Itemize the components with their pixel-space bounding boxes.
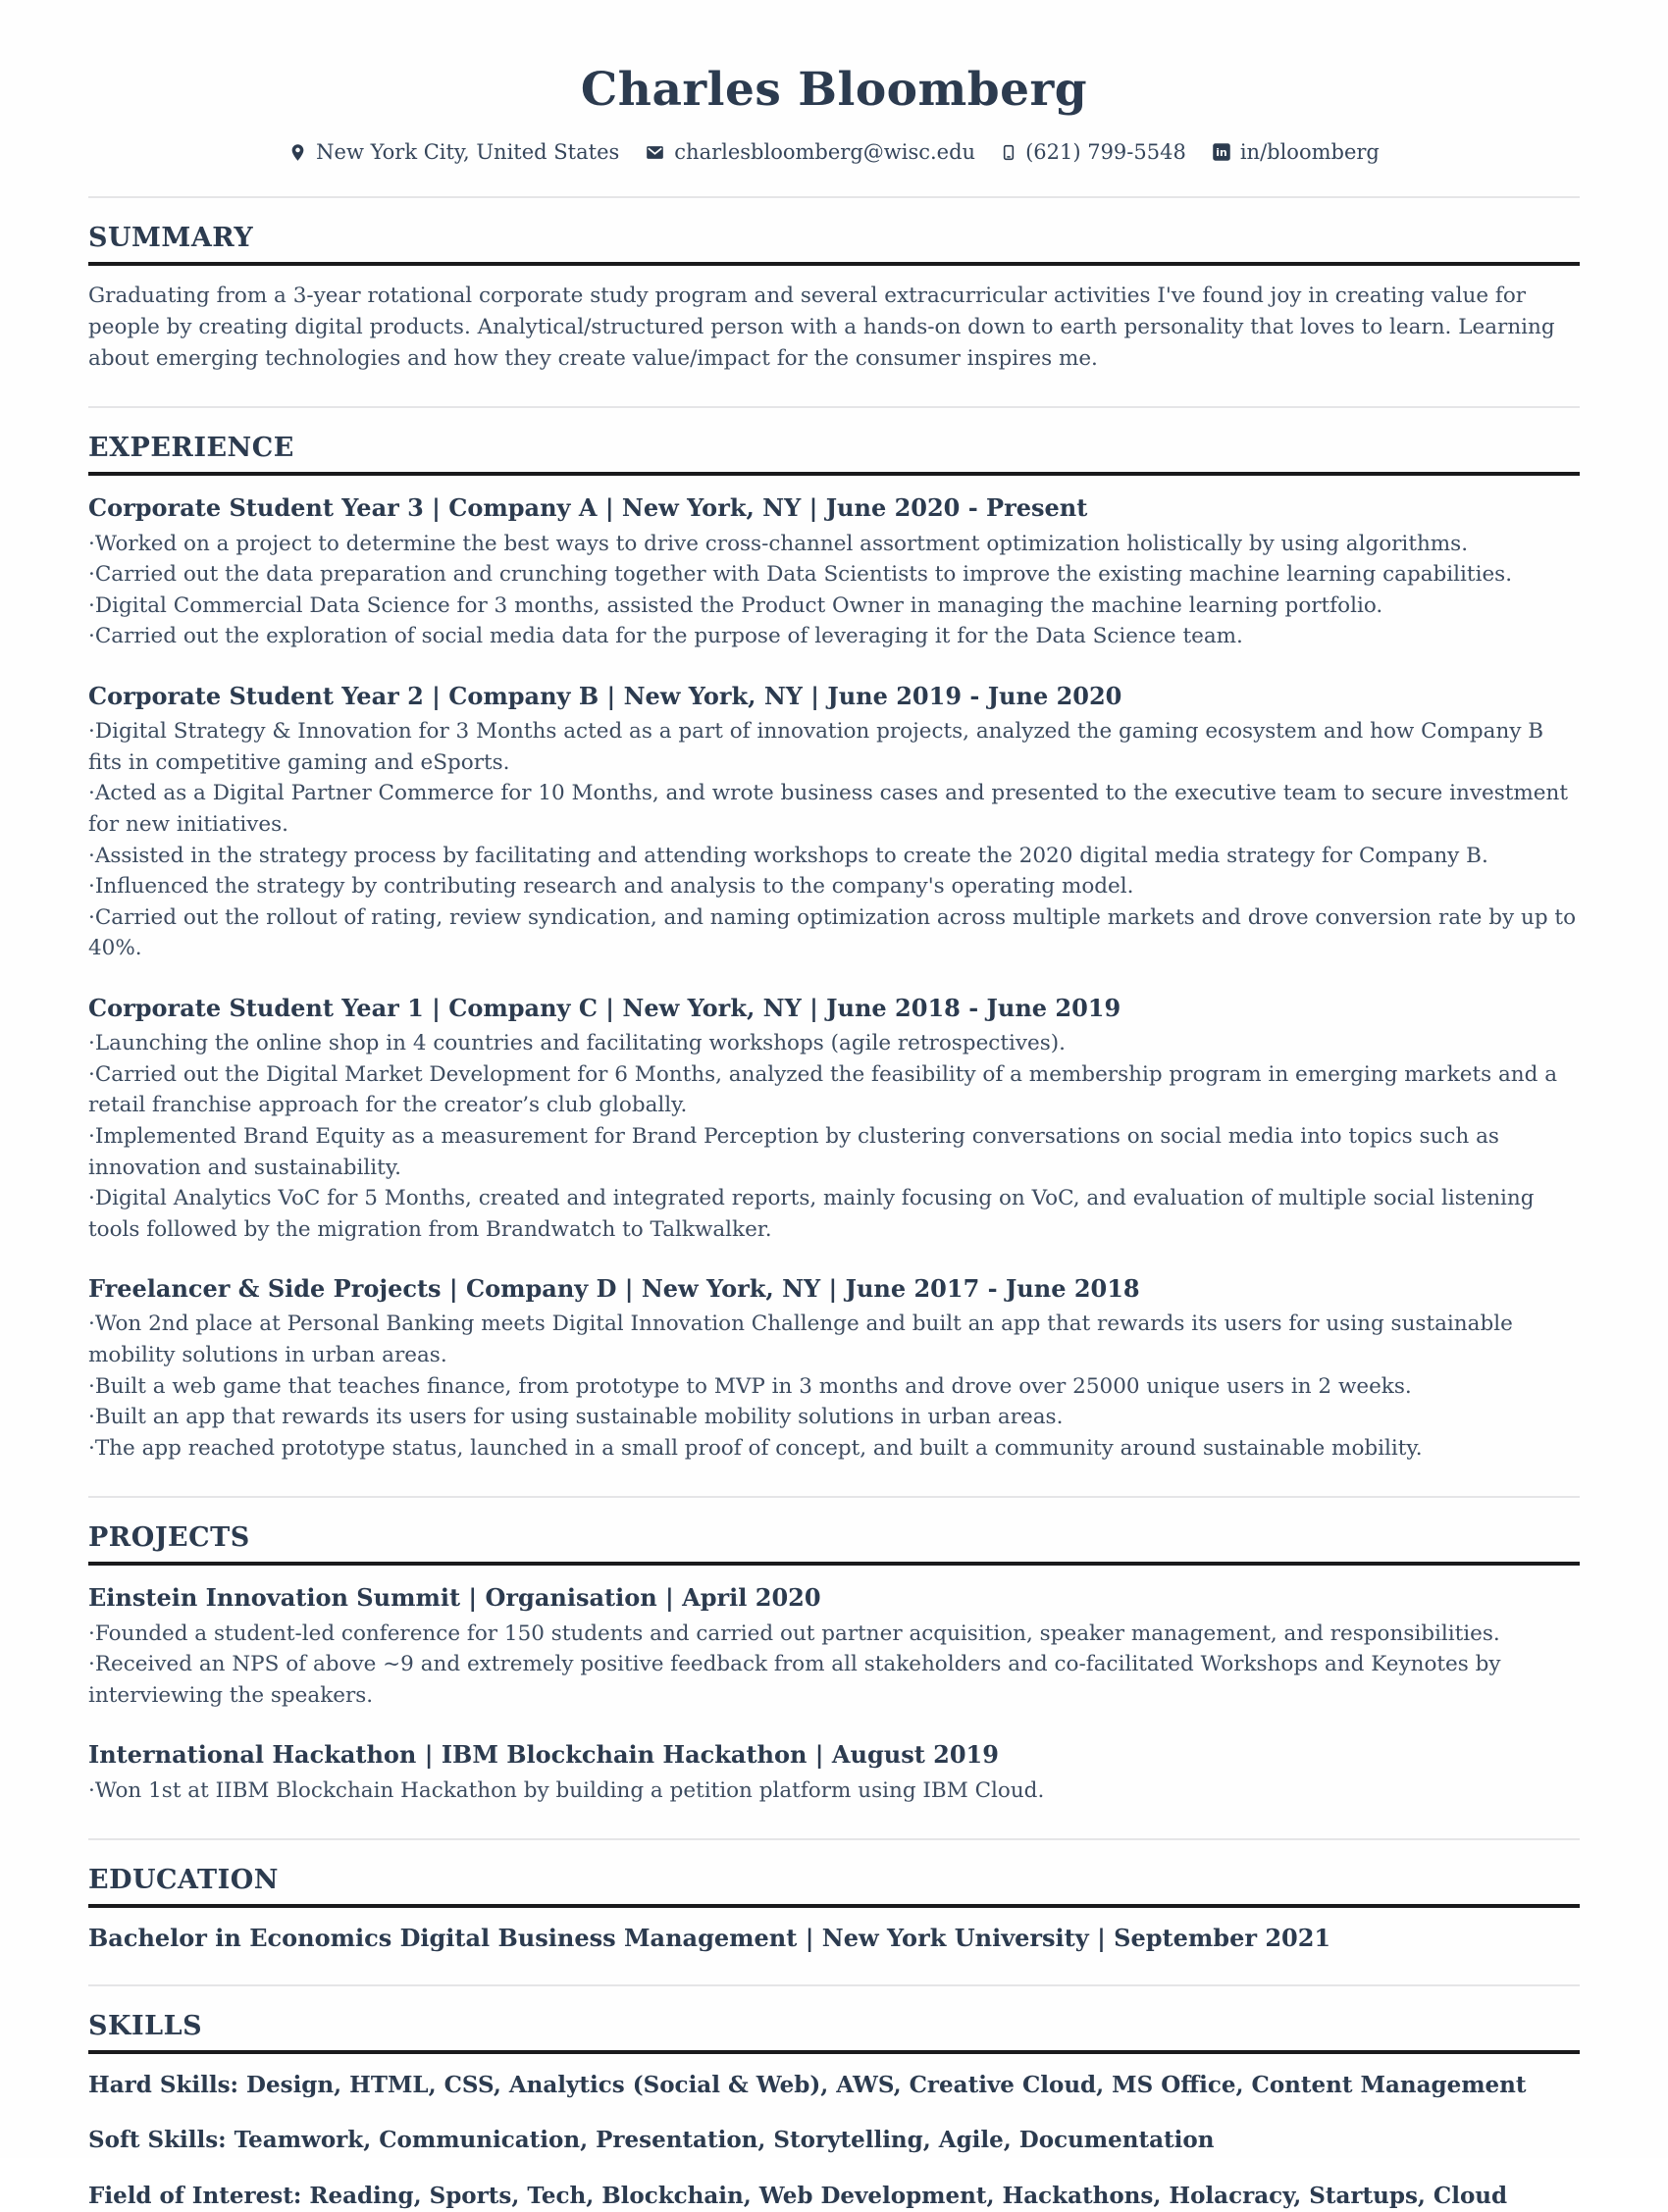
project-entry: [88, 1582, 1580, 1711]
education-entry: Bachelor in Economics Digital Business Management | New York University | September 2021: [88, 1924, 1331, 1953]
bullet-item: · Carried out the exploration of social media data for the purpose of leveraging it for the Data Science team.: [88, 621, 1580, 652]
bullet-item: · Carried out the data preparation and crunching together with Data Scientists to improve the existing machine learning capabilities.: [88, 559, 1580, 591]
bullet-item: · Assisted in the strategy process by facilitating and attending workshops to create the 2020 digital media strategy for Company B.: [88, 841, 1580, 872]
project-heading: International Hackathon | IBM Blockchain Hackathon | August 2019: [88, 1740, 999, 1770]
bullet-item: · Implemented Brand Equity as a measurement for Brand Perception by clustering conversations on social media into topics such as innovation and sustainability.: [88, 1121, 1580, 1183]
education-title: EDUCATION: [88, 1865, 1580, 1908]
section-experience: [88, 433, 1580, 1464]
job-heading: Corporate Student Year 3 | Company A | New York, NY | June 2020 - Present: [88, 493, 1088, 523]
bullet-item: · Won 1st at IIBM Blockchain Hackathon by building a petition platform using IBM Cloud.: [88, 1775, 1580, 1807]
section-education: [88, 1865, 1580, 1952]
section-separator: [88, 1496, 1580, 1498]
experience-title: EXPERIENCE: [88, 433, 1580, 476]
section-summary: [88, 223, 1580, 374]
bullet-item: · Carried out the Digital Market Development for 6 Months, analyzed the feasibility of a membership program in emerging markets and a retail franchise approach for the creator’s club globally.: [88, 1059, 1580, 1121]
project-entry: [88, 1739, 1580, 1806]
bullet-item: · Influenced the strategy by contributing research and analysis to the company's operating model.: [88, 871, 1580, 902]
bullet-item: · The app reached prototype status, launched in a small proof of concept, and built a community around sustainable mobility.: [88, 1433, 1580, 1465]
job-heading: Corporate Student Year 1 | Company C | New York, NY | June 2018 - June 2019: [88, 993, 1121, 1022]
bullet-item: · Launching the online shop in 4 countries and facilitating workshops (agile retrospectives).: [88, 1028, 1580, 1059]
projects-title: PROJECTS: [88, 1522, 1580, 1566]
bullet-item: · Founded a student-led conference for 150 students and carried out partner acquisition, speaker management, and responsibilities.: [88, 1619, 1580, 1650]
contact-location: [288, 140, 619, 164]
job-bullets: [88, 1028, 1580, 1245]
contact-phone-text: (621) 799-5548: [1025, 140, 1186, 164]
section-separator: [88, 406, 1580, 408]
contact-row: [88, 140, 1580, 164]
job-entry: [88, 1273, 1580, 1464]
resume-header: [88, 63, 1580, 164]
contact-linkedin-text: in/bloomberg: [1239, 140, 1380, 164]
bullet-item: · Worked on a project to determine the best ways to drive cross-channel assortment optimization holistically by using algorithms.: [88, 529, 1580, 560]
phone-icon: [1001, 141, 1016, 164]
bullet-item: · Won 2nd place at Personal Banking meets Digital Innovation Challenge and built an app that rewards its users for using sustainable mobility solutions in urban areas.: [88, 1309, 1580, 1370]
bullet-item: · Digital Commercial Data Science for 3 months, assisted the Product Owner in managing the machine learning portfolio.: [88, 591, 1580, 622]
linkedin-icon: [1212, 142, 1231, 162]
summary-title: SUMMARY: [88, 223, 1580, 266]
job-entry: [88, 681, 1580, 964]
project-bullets: [88, 1619, 1580, 1712]
location-pin-icon: [288, 141, 307, 164]
section-projects: [88, 1522, 1580, 1806]
bullet-item: · Digital Analytics VoC for 5 Months, created and integrated reports, mainly focusing on VoC, and evaluation of multiple social listening tools followed by the migration from Brandwatch to Talkwalker.: [88, 1183, 1580, 1245]
summary-text: Graduating from a 3-year rotational corporate study program and several extracurricular activities I've found joy in creating value for people by creating digital products. Analytical/structured person with a hands-on down to earth personality that loves to learn. Learning about emerging technologies and how they create value/impact for the consumer inspires me.: [88, 283, 1555, 371]
bullet-item: · Received an NPS of above ~9 and extremely positive feedback from all stakeholders and co-facilitated Workshops and Keynotes by interviewing the speakers.: [88, 1649, 1580, 1711]
project-bullets: [88, 1775, 1580, 1807]
section-skills: [88, 2011, 1580, 2212]
job-heading: Freelancer & Side Projects | Company D | New York, NY | June 2017 - June 2018: [88, 1274, 1140, 1304]
email-icon: [645, 143, 665, 162]
section-separator: [88, 1984, 1580, 1986]
contact-email-text: charlesbloomberg@wisc.edu: [674, 140, 976, 164]
field-of-interest-line: Field of Interest: Reading, Sports, Tech, Blockchain, Web Development, Hackathons, Holacracy, Startups, Cloud: [88, 2182, 1508, 2209]
contact-email[interactable]: [645, 140, 975, 164]
bullet-item: · Acted as a Digital Partner Commerce for 10 Months, and wrote business cases and presented to the executive team to secure investment for new initiatives.: [88, 778, 1580, 840]
contact-location-text: New York City, United States: [316, 140, 620, 164]
svg-text:in: in: [1216, 146, 1227, 160]
section-separator: [88, 196, 1580, 198]
project-heading: Einstein Innovation Summit | Organisation | April 2020: [88, 1583, 821, 1613]
bullet-item: · Built an app that rewards its users for using sustainable mobility solutions in urban areas.: [88, 1402, 1580, 1433]
job-bullets: [88, 1309, 1580, 1464]
soft-skills-line: Soft Skills: Teamwork, Communication, Presentation, Storytelling, Agile, Documentation: [88, 2127, 1215, 2154]
bullet-item: · Built a web game that teaches finance, from prototype to MVP in 3 months and drove over 25000 unique users in 2 weeks.: [88, 1371, 1580, 1403]
bullet-item: · Digital Strategy & Innovation for 3 Months acted as a part of innovation projects, analyzed the gaming ecosystem and how Company B fits in competitive gaming and eSports.: [88, 716, 1580, 778]
job-entry: [88, 492, 1580, 652]
section-separator: [88, 1838, 1580, 1840]
contact-phone: [1001, 140, 1186, 164]
bullet-item: · Carried out the rollout of rating, review syndication, and naming optimization across multiple markets and drove conversion rate by up to 40%.: [88, 902, 1580, 964]
contact-linkedin[interactable]: [1212, 140, 1380, 164]
skills-title: SKILLS: [88, 2011, 1580, 2054]
job-heading: Corporate Student Year 2 | Company B | New York, NY | June 2019 - June 2020: [88, 682, 1122, 710]
job-bullets: [88, 529, 1580, 652]
job-entry: [88, 993, 1580, 1245]
person-name: Charles Bloomberg: [580, 63, 1088, 117]
hard-skills-line: Hard Skills: Design, HTML, CSS, Analytics (Social & Web), AWS, Creative Cloud, MS Office, Content Management: [88, 2072, 1527, 2099]
job-bullets: [88, 716, 1580, 964]
